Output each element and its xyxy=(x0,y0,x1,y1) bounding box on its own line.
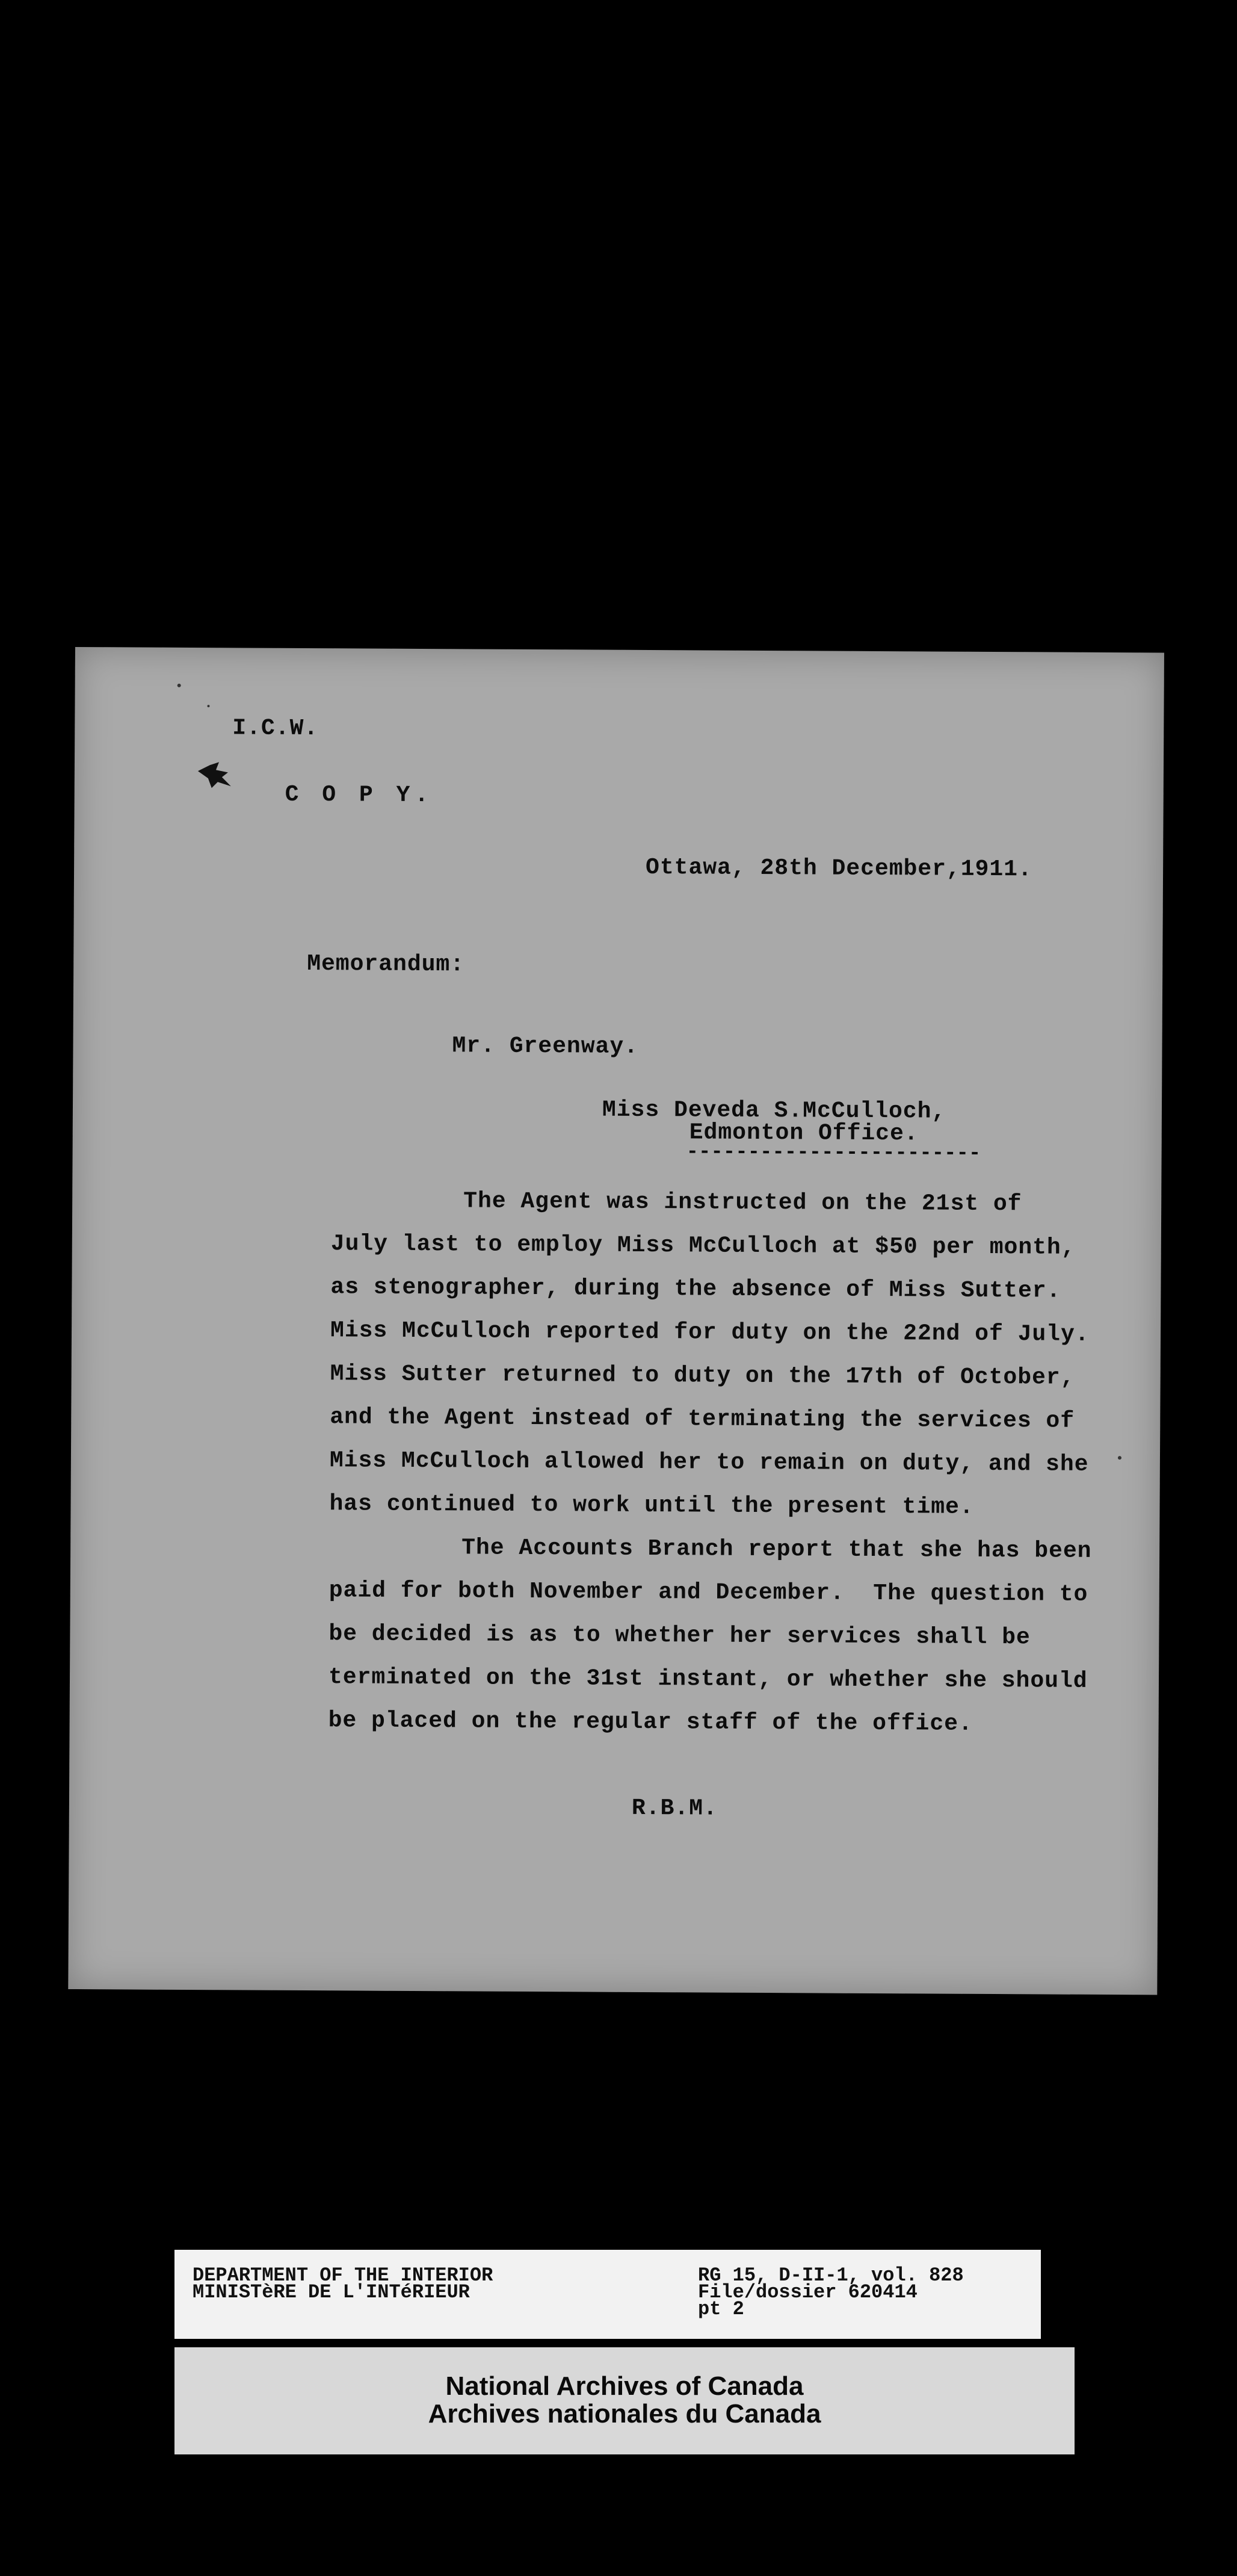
archive-credit-strip xyxy=(174,2347,1075,2454)
body-line: be decided is as to whether her services shall be xyxy=(329,1621,1031,1651)
signature-initials: R.B.M. xyxy=(631,1795,718,1822)
body-line: July last to employ Miss McCulloch at $50 per month, xyxy=(330,1231,1076,1261)
file-dossier-ref: File/dossier 620414 xyxy=(698,2281,918,2303)
subject-office: Edmonton Office. xyxy=(689,1119,919,1147)
body-line: terminated on the 31st instant, or whether she should xyxy=(328,1664,1088,1694)
archive-name-fr: Archives nationales du Canada xyxy=(428,2399,821,2429)
department-name-en: DEPARTMENT OF THE INTERIOR xyxy=(193,2264,493,2287)
subject-name: Miss Deveda S.McCulloch, xyxy=(602,1097,946,1125)
typed-initials-top: I.C.W. xyxy=(232,715,319,742)
body-line: Miss Sutter returned to duty on the 17th of October, xyxy=(330,1361,1075,1391)
ink-blot-mark xyxy=(195,759,237,789)
memo-heading: Memorandum: xyxy=(307,951,465,978)
body-line: The Accounts Branch report that she has been xyxy=(461,1535,1092,1564)
body-line: has continued to work until the present time. xyxy=(329,1491,974,1520)
paper-speck xyxy=(1118,1456,1121,1460)
copy-label: C O P Y. xyxy=(285,781,434,809)
body-line: Miss McCulloch reported for duty on the 22nd of July. xyxy=(330,1317,1090,1348)
body-line: The Agent was instructed on the 21st of xyxy=(463,1188,1022,1218)
body-line: and the Agent instead of terminating the services of xyxy=(330,1404,1075,1434)
body-line: be placed on the regular staff of the office. xyxy=(328,1708,973,1737)
body-line: as stenographer, during the absence of Miss Sutter. xyxy=(330,1274,1061,1304)
part-ref: pt 2 xyxy=(698,2298,744,2320)
department-name-fr: MINISTèRE DE L'INTéRIEUR xyxy=(193,2281,470,2303)
subject-underline: ------------------------ xyxy=(686,1141,981,1165)
place-date: Ottawa, 28th December,1911. xyxy=(645,854,1032,883)
record-group-ref: RG 15, D-II-1, vol. 828 xyxy=(698,2264,964,2287)
paper-speck xyxy=(177,684,181,687)
archival-reference-label xyxy=(174,2250,1041,2339)
addressee: Mr. Greenway. xyxy=(452,1033,639,1060)
body-line: paid for both November and December. The question to xyxy=(329,1577,1088,1608)
body-line: Miss McCulloch allowed her to remain on duty, and she xyxy=(329,1447,1089,1478)
archive-name-en: National Archives of Canada xyxy=(445,2371,804,2401)
memo-page xyxy=(68,647,1164,1995)
paper-speck xyxy=(207,705,209,707)
